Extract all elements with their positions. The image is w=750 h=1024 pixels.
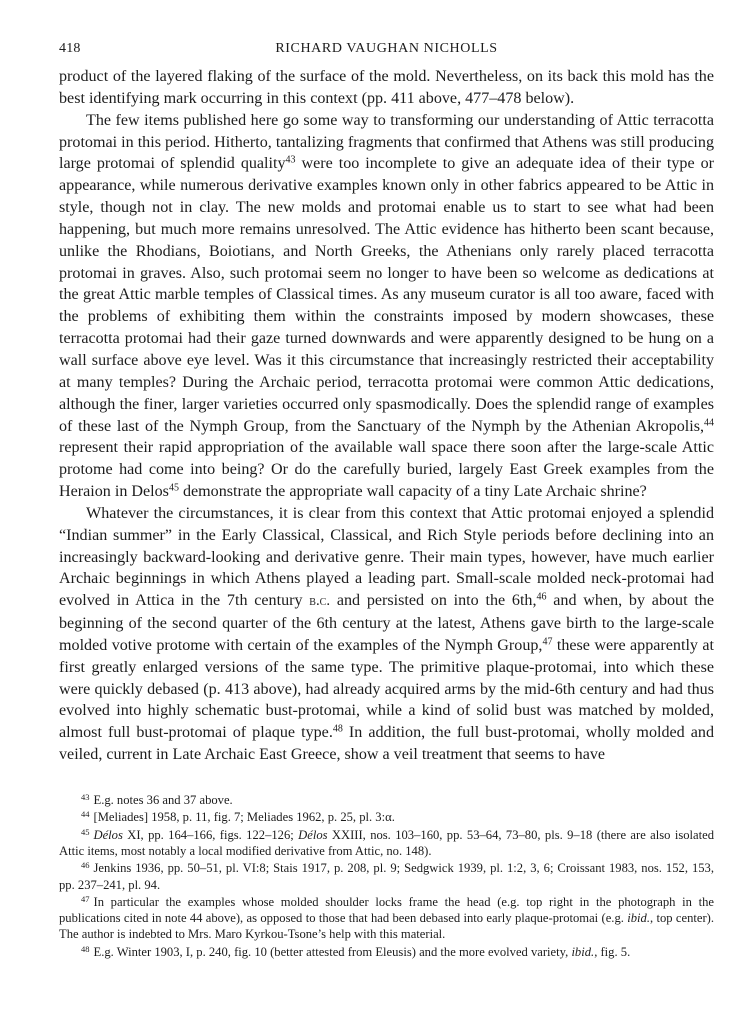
- text-run: In addition, the full bust-protomai, wholly molded and veiled, current in Late Archaic East Greece, show a veil treatment that seems to have: [59, 724, 714, 764]
- text-run: , fig. 5.: [594, 944, 631, 959]
- footnote-reference: 45: [168, 482, 179, 494]
- body-paragraph: [59, 66, 714, 110]
- text-run: E.g. notes 36 and 37 above.: [93, 793, 233, 807]
- footnote: [59, 944, 714, 960]
- footnote-number: 45: [81, 826, 90, 837]
- text-run: In particular the examples whose molded shoulder locks frame the head (e.g. top right in the photograph in the publications cited in note 44 above), as opposed to those that had been debased into early plaque-protomai (e.g.: [59, 894, 714, 926]
- italic-text: Délos: [298, 827, 328, 842]
- text-run: represent their rapid appropriation of the available wall space there soon after the large-scale Attic protome had come into being? Or do the carefully buried, largely East Greek examples from the Heraion in Delos: [59, 439, 714, 501]
- text-run: Whatever the circumstances, it is clear from this context that Attic protomai enjoyed a splendid “Indian summer” in the Early Classical, Classical, and Rich Style periods before declining into an increasingly backward-looking and derivative genre. Their main types, however, have much earlier Archaic beginnings in which Athens played a leading part. Small-scale molded neck-protomai had evolved in Attica in the 7th century: [59, 504, 714, 610]
- footnote-reference: 48: [332, 723, 343, 735]
- footnote: [59, 860, 714, 892]
- text-run: E.g. Winter 1903, I, p. 240, fig. 10 (better attested from Eleusis) and the more evolved variety,: [93, 944, 572, 959]
- text-run: demonstrate the appropriate wall capacity of a tiny Late Archaic shrine?: [178, 483, 647, 501]
- body-paragraph: [59, 110, 714, 503]
- text-run: [Meliades] 1958, p. 11, fig. 7; Meliades 1962, p. 25, pl. 3:α.: [93, 810, 395, 825]
- text-run: XI, pp. 164–166, figs. 122–126;: [122, 827, 299, 842]
- text-run: these were apparently at first greatly enlarged versions of the same type. The primitive plaque-protomai, into which these were quickly debased (p. 413 above), had already acquired arms by the mid-6th century and had thus evolved into highly schematic bust-protomai, while a kind of solid bust was matched by molded, almost full bust-protomai of plaque type.: [59, 636, 714, 742]
- text-run: Jenkins 1936, pp. 50–51, pl. VI:8; Stais 1917, p. 208, pl. 9; Sedgwick 1939, pl. 1:2, 3, 6; Croissant 1983, nos. 152, 153, pp. 237–241, pl. 94.: [59, 861, 714, 892]
- footnote-number: 48: [81, 943, 90, 954]
- body-text: [59, 66, 714, 766]
- footnote-number: 44: [81, 809, 90, 820]
- body-paragraph: [59, 503, 714, 766]
- page-header: [59, 40, 714, 66]
- small-caps-text: b.c.: [309, 593, 331, 610]
- page: [59, 40, 714, 961]
- text-run: , top center). The author is indebted to Mrs. Maro Kyrkou-Tsone’s help with this material.: [59, 911, 715, 942]
- footnote: [59, 792, 714, 808]
- footnote: [59, 809, 714, 825]
- page-number: 418: [59, 41, 81, 56]
- text-run: were too incomplete to give an adequate idea of their type or appearance, while numerous derivative examples known only in other fabrics appeared to be Attic in style, though not in clay. The new molds and protomai enable us to start to see what had been happening, but much more remains unresolved. The Attic evidence has hitherto been scant because, unlike the Rhodians, Boiotians, and North Greeks, the Athenians only rarely placed terracotta protomai in graves. Also, such protomai seem no longer to have been so welcome as dedications at the great Attic marble temples of Classical times. As any museum curator is all too aware, faced with the problems of exhibiting them within the constraints imposed by modern showcases, these terracotta protomai had their gaze turned downwards and were apparently designed to be hung on a wall surface above eye level. Was it this circumstance that increasingly restricted their acceptability at many temples? During the Archaic period, terracotta protomai were common Attic dedications, although the finer, larger varieties occurred only spasmodically. Does the splendid range of examples of these last of the Nymph Group, from the Sanctuary of the Nymph by the Athenian Akropolis,: [59, 155, 714, 435]
- text-run: and when, by about the beginning of the second quarter of the 6th century at the latest, Athens gave birth to the large-scale molded votive protome with certain of the examples of the Nymph Group,: [59, 592, 714, 654]
- footnote-reference: 43: [285, 154, 296, 166]
- footnotes: [59, 792, 714, 960]
- italic-text: Délos: [93, 827, 123, 842]
- footnote-reference: 47: [542, 636, 553, 648]
- footnote-number: 47: [81, 893, 90, 904]
- text-run: and persisted on into the 6th,: [330, 592, 537, 610]
- footnote: [59, 827, 714, 859]
- text-run: The few items published here go some way to transforming our understanding of Attic terracotta protomai in this period. Hitherto, tantalizing fragments that confirmed that Athens was still producing large protomai of splendid quality: [59, 111, 714, 173]
- italic-text: ibid.: [627, 911, 650, 926]
- italic-text: ibid.: [571, 944, 595, 959]
- footnote: [59, 894, 714, 943]
- footnote-number: 43: [81, 791, 90, 802]
- text-run: product of the layered flaking of the surface of the mold. Nevertheless, on its back this mold has the best identifying mark occurring in this context (pp. 411 above, 477–478 below).: [59, 68, 714, 107]
- footnote-reference: 44: [704, 417, 714, 428]
- footnote-reference: 46: [536, 591, 547, 603]
- text-run: XXIII, nos. 103–160, pp. 53–64, 73–80, pls. 9–18 (there are also isolated Attic items, most notably a local modified derivative from Attic, no. 148).: [59, 827, 714, 858]
- running-head: RICHARD VAUGHAN NICHOLLS: [275, 41, 498, 56]
- footnote-number: 46: [81, 860, 90, 871]
